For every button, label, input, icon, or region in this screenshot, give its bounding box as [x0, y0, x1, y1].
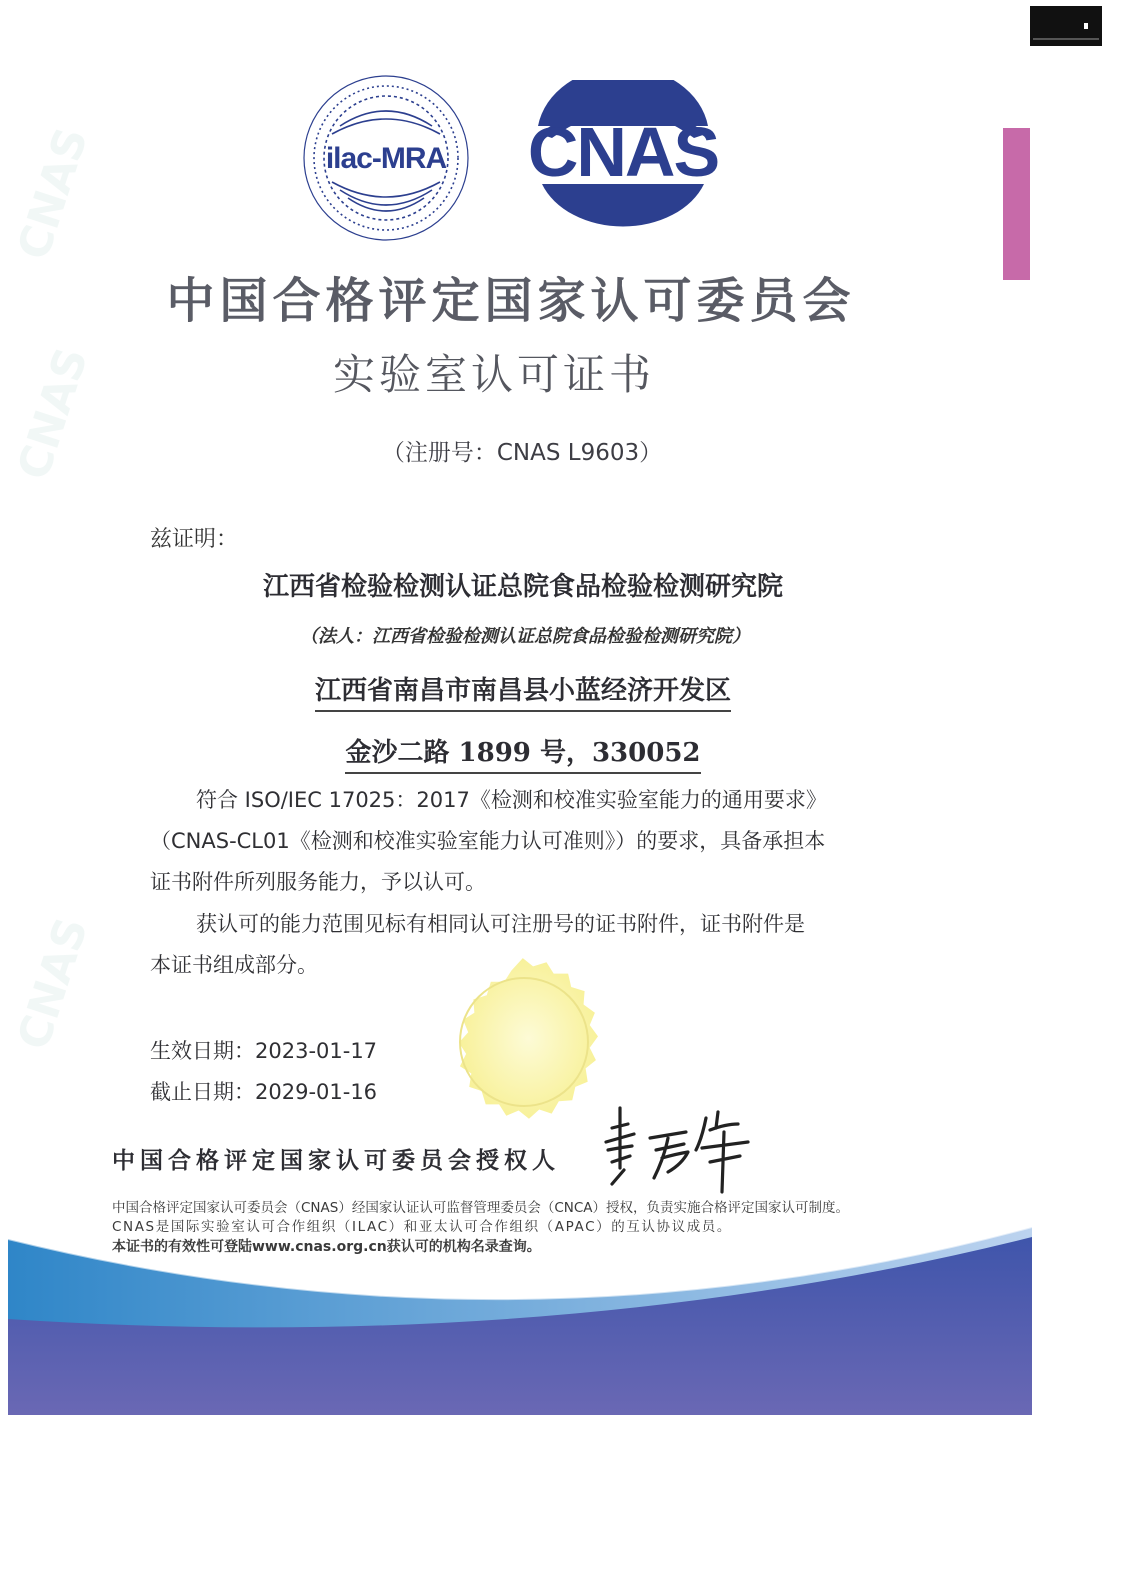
registration-number: （注册号：CNAS L9603）	[381, 440, 663, 466]
address-line-1	[0, 670, 1046, 712]
cnas-watermark: CNAS	[8, 121, 99, 266]
expiry-date-value: 2029-01-16	[255, 1080, 378, 1104]
address-line-2-text: 金沙二路 1899 号，330052	[345, 732, 700, 774]
handwritten-signature	[598, 1098, 758, 1194]
address-line-1-text: 江西省南昌市南昌县小蓝经济开发区	[315, 670, 731, 712]
scope-line-2: 本证书组成部分。	[150, 953, 318, 977]
address-line-2	[0, 732, 1046, 774]
certify-label: 兹证明：	[150, 527, 239, 552]
bottom-wave-banner	[0, 1215, 1040, 1425]
footer-line-2: CNAS是国际实验室认可合作组织（ILAC）和亚太认可合作组织（APAC）的互认协议成员。	[112, 1219, 733, 1235]
compliance-paragraph	[150, 780, 910, 903]
ilac-mra-logo	[302, 74, 470, 242]
authorized-signatory-label: 中国合格评定国家认可委员会授权人	[112, 1147, 560, 1174]
compliance-line-1: 符合 ISO/IEC 17025：2017《检测和校准实验室能力的通用要求》	[196, 788, 827, 812]
embossed-seal	[432, 944, 618, 1130]
footer-line-3: 本证书的有效性可登陆www.cnas.org.cn获认可的机构名录查询。	[112, 1239, 541, 1255]
footer-line-1: 中国合格评定国家认可委员会（CNAS）经国家认证认可监督管理委员会（CNCA）授权，负责实施合格评定国家认可制度。	[112, 1200, 850, 1216]
effective-date	[150, 1035, 377, 1065]
scan-corner-mark	[1030, 6, 1102, 46]
cnas-watermark: CNAS	[8, 911, 99, 1056]
expiry-date	[150, 1076, 377, 1106]
ilac-logo-text: ilac-MRA	[325, 142, 447, 175]
cnas-logo	[518, 80, 728, 230]
certificate-issuer-title: 中国合格评定国家认可委员会	[166, 273, 856, 329]
cnas-watermark: CNAS	[8, 341, 99, 486]
scope-line-1: 获认可的能力范围见标有相同认可注册号的证书附件，证书附件是	[196, 912, 805, 936]
effective-date-value: 2023-01-17	[255, 1039, 378, 1063]
compliance-line-2: （CNAS-CL01《检测和校准实验室能力认可准则》）的要求，具备承担本	[150, 829, 826, 853]
organization-name: 江西省检验检测认证总院食品检验检测研究院	[262, 572, 783, 602]
expiry-date-label: 截止日期：	[150, 1080, 255, 1104]
certificate-type-title: 实验室认可证书	[332, 350, 655, 399]
pink-edge-tab	[1003, 128, 1030, 280]
compliance-line-3: 证书附件所列服务能力，予以认可。	[150, 870, 486, 894]
legal-person: （法人：江西省检验检测认证总院食品检验检测研究院）	[300, 626, 750, 647]
effective-date-label: 生效日期：	[150, 1039, 255, 1063]
cnas-logo-text: CNAS	[527, 113, 719, 191]
